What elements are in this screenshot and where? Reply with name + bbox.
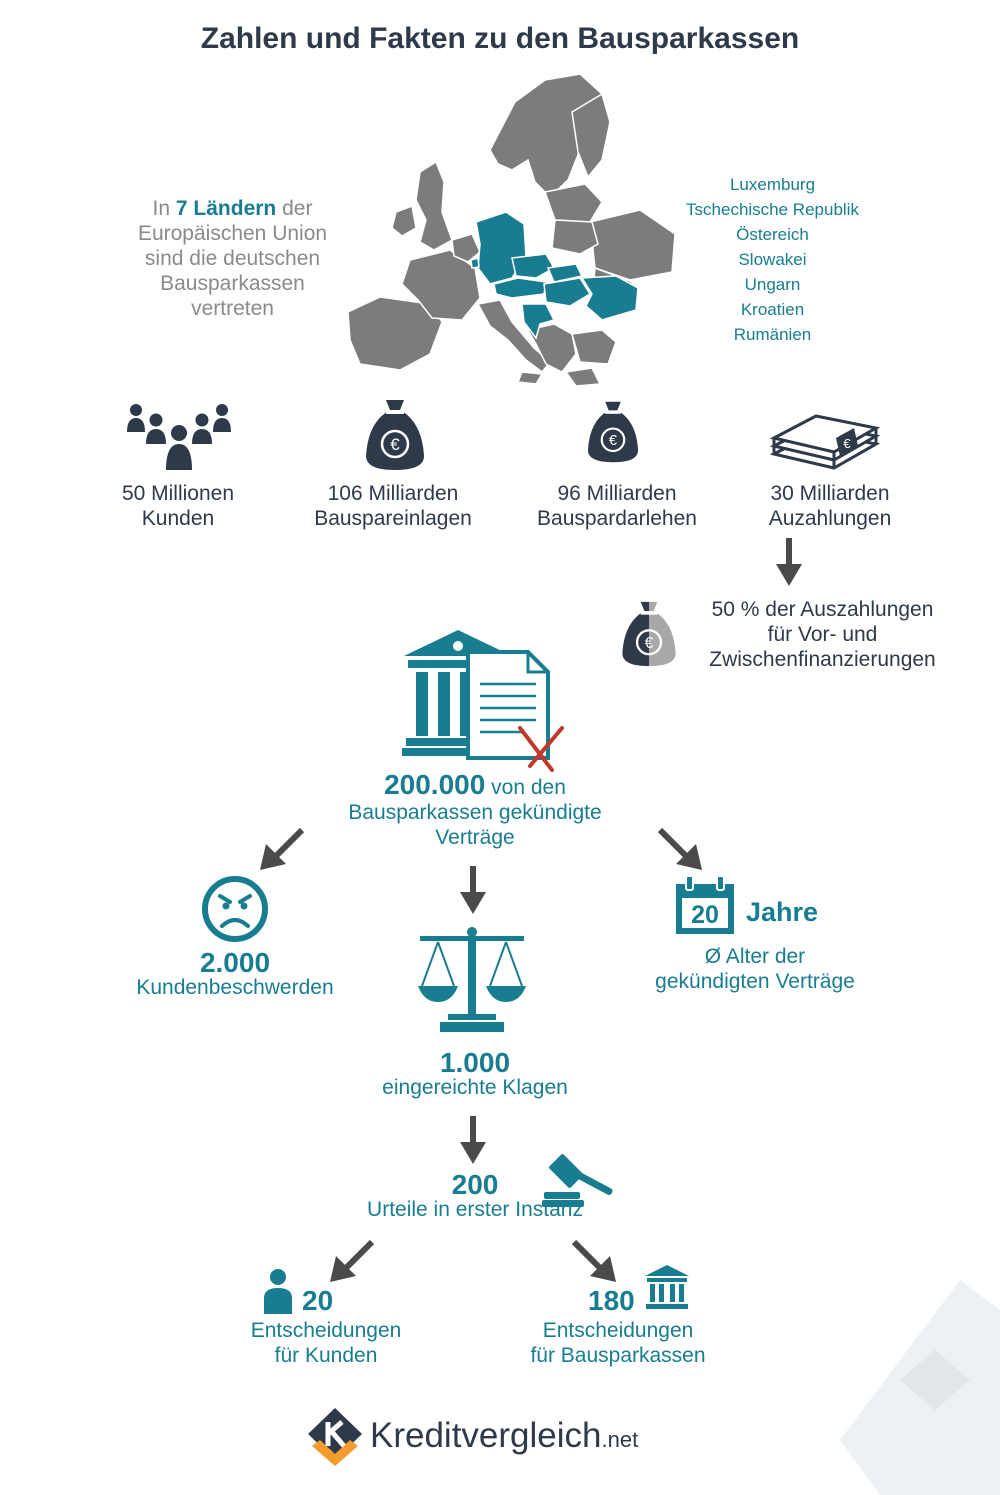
country-item: Ungarn [744,275,801,294]
verdicts-number: 200 [451,1169,499,1200]
people-icon [126,402,232,472]
arrow-down-right-icon [570,1238,618,1284]
arrow-down-icon [458,1116,488,1166]
svg-text:€: € [608,432,618,449]
half-money-bag-icon [618,600,680,668]
angry-face-icon [200,874,270,944]
banks-won-line: Entscheidungen [542,1319,694,1342]
lawsuits [340,1047,610,1100]
stat-value: 96 Milliarden [557,482,677,505]
stat-value: 106 Milliarden [327,482,459,505]
svg-text:€: € [390,435,400,454]
terminated-line: Verträge [435,826,515,849]
age-unit: Jahre [746,897,819,927]
arrow-down-right-icon [656,826,704,872]
stat-value: 30 Milliarden [770,482,890,505]
age-line: Ø Alter der [704,945,806,968]
banks-won [500,1318,736,1368]
banknotes-icon [770,410,880,476]
europe-map [340,72,680,387]
customers-won [210,1318,442,1368]
stat-loans [516,481,718,531]
customers-won-line: für Kunden [274,1344,378,1367]
financing-text [690,597,955,672]
svg-text:€: € [644,634,654,652]
intro-highlight: 7 Ländern [175,197,277,220]
stat-value: 50 Millionen [121,482,235,505]
stat-label: Bauspardarlehen [537,507,697,530]
lawsuits-number: 1.000 [439,1047,511,1078]
country-item: Kroatien [740,300,805,319]
svg-text:€: € [843,436,851,451]
financing-line: 50 % der Auszahlungen [711,598,934,621]
person-icon [262,1268,294,1314]
terminated-number: 200.000 [384,769,486,800]
arrow-down-icon [774,538,804,588]
verdicts [330,1169,620,1222]
complaints-number: 2.000 [199,947,271,978]
brand-tld: .net [601,1427,639,1452]
stat-payouts [740,481,920,531]
customers-won-number: 20 [302,1285,334,1316]
brand-main: Kreditvergleich [370,1416,602,1455]
country-item: Östereich [736,225,809,244]
country-item: Tschechische Republik [686,200,859,219]
calendar-number: 20 [691,901,719,929]
country-item: Rumänien [733,325,812,344]
scales-icon [418,926,526,1034]
intro-prefix: In [152,197,176,220]
complaints [110,947,360,1000]
brand-logo-icon [306,1406,364,1468]
arrow-down-left-icon [328,1238,376,1284]
banks-won-number: 180 [588,1285,635,1316]
complaints-label: Kundenbeschwerden [136,976,334,999]
terminated-line: Bausparkassen gekündigte [348,801,602,824]
brand-name [370,1416,638,1456]
intro-suffix: der Europäischen Union sind die deutschen Bausparkassen vertreten [137,197,328,320]
page-title: Zahlen und Fakten zu den Bausparkassen [200,22,800,55]
watermark-logo-icon [840,1280,1000,1495]
money-bag-icon [586,400,640,464]
banks-won-line: für Bausparkassen [530,1344,706,1367]
age-line: gekündigten Verträge [655,970,855,993]
country-item: Slowakei [738,250,807,269]
country-item: Luxemburg [729,175,816,194]
financing-line: Zwischenfinanzierungen [709,648,936,671]
terminated-text: von den [485,776,566,799]
customers-won-line: Entscheidungen [250,1319,402,1342]
financing-line: für Vor- und [767,623,878,646]
bank-icon [644,1264,690,1310]
lawsuits-label: eingereichte Klagen [382,1076,568,1099]
stat-deposits [293,481,493,531]
arrow-down-left-icon [258,826,306,872]
bank-document-icon [402,626,572,774]
stat-customers [88,481,268,531]
stat-label: Bauspareinlagen [314,507,472,530]
terminated-contracts [320,769,630,850]
age-text [630,944,880,994]
stat-label: Kunden [141,507,215,530]
stat-label: Auzahlungen [768,507,892,530]
countries-list [670,172,875,347]
arrow-down-icon [458,866,488,916]
intro-text [120,196,345,321]
money-bag-icon [364,398,426,472]
verdicts-label: Urteile in erster Instanz [367,1198,583,1221]
